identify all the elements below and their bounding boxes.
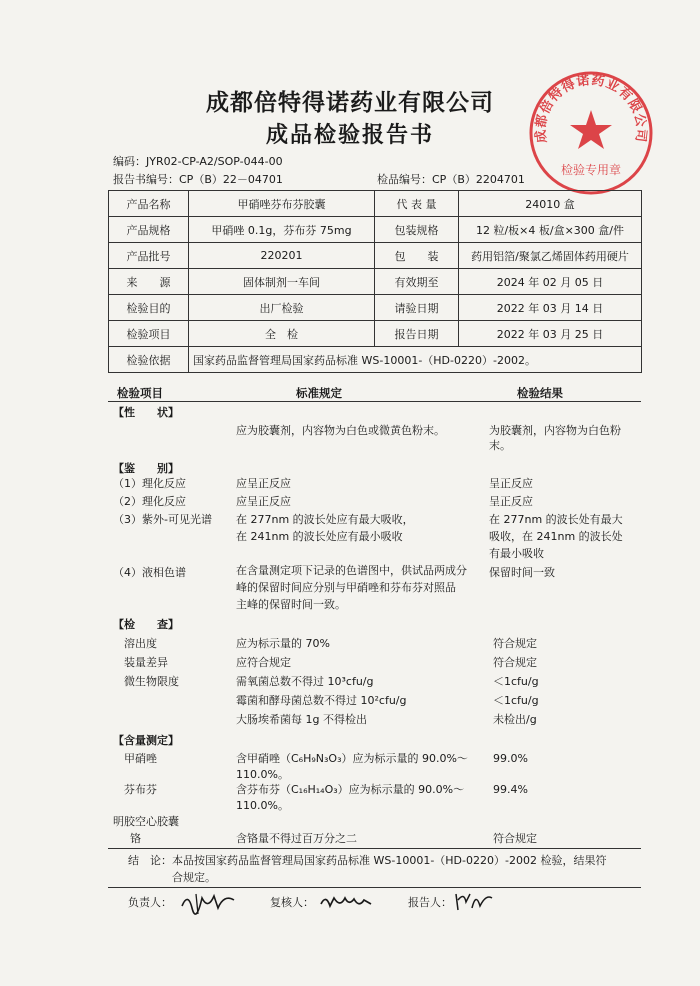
uv-result-line1: 在 277nm 的波长处有最大 <box>489 513 623 526</box>
check-standard: 霉菌和酵母菌总数不得过 10²cfu/g <box>236 694 407 707</box>
table-row <box>109 191 642 217</box>
table-row <box>109 217 642 243</box>
ident-item: （2）理化反应 <box>113 495 186 508</box>
check-result: 未检出/g <box>493 713 537 726</box>
product-info-table <box>108 190 642 373</box>
info-value: 2022 年 03 月 14 日 <box>459 295 642 321</box>
document-code: 编码：JYR02-CP-A2/SOP-044-00 <box>113 155 283 168</box>
company-name: 成都倍特得诺药业有限公司 <box>206 90 494 116</box>
ident-result: 呈正反应 <box>489 477 533 490</box>
info-value: 24010 盒 <box>459 191 642 217</box>
table-row <box>109 243 642 269</box>
assay-result: 99.4% <box>493 783 528 796</box>
chromium-item: 铬 <box>130 832 141 845</box>
check-standard: 应符合规定 <box>236 656 291 669</box>
uv-standard-line1: 在 277nm 的波长处应有最大吸收， <box>236 513 414 526</box>
check-result: 符合规定 <box>493 656 537 669</box>
info-label: 产品名称 <box>109 191 189 217</box>
assay-result: 99.0% <box>493 752 528 765</box>
check-result: 符合规定 <box>493 637 537 650</box>
check-item: 装量差异 <box>124 656 168 669</box>
info-label: 有效期至 <box>375 269 459 295</box>
assay-item: 甲硝唑 <box>124 752 157 765</box>
uv-standard-line2: 在 241nm 的波长处应有最小吸收 <box>236 530 403 543</box>
report-number: 报告书编号：CP（B）22－04701 <box>113 173 283 186</box>
info-label: 产品批号 <box>109 243 189 269</box>
assay-standard-line2: 110.0%。 <box>236 799 289 812</box>
uv-result-line3: 有最小吸收 <box>489 547 544 560</box>
lc-item: （4）液相色谱 <box>113 566 186 579</box>
chromium-result: 符合规定 <box>493 832 537 845</box>
chromium-standard: 含铬量不得过百万分之二 <box>236 832 357 845</box>
section-identification: 【鉴 别】 <box>113 462 179 475</box>
seal-subtitle: 检验专用章 <box>560 163 622 177</box>
appearance-standard: 应为胶囊剂，内容物为白色或微黄色粉末。 <box>236 424 445 437</box>
info-value: 全 检 <box>189 321 375 347</box>
table-row <box>109 269 642 295</box>
info-label: 产品规格 <box>109 217 189 243</box>
ident-standard: 应呈正反应 <box>236 477 291 490</box>
assay-standard-line2: 110.0%。 <box>236 768 289 781</box>
info-value: 固体制剂一车间 <box>189 269 375 295</box>
sample-number: 检品编号：CP（B）2204701 <box>377 173 525 186</box>
info-label: 包装规格 <box>375 217 459 243</box>
section-appearance: 【性 状】 <box>113 406 179 419</box>
check-item: 溶出度 <box>124 637 157 650</box>
basis-label: 检验依据 <box>109 347 189 373</box>
uv-result-line2: 吸收，在 241nm 的波长处 <box>489 530 623 543</box>
assay-item: 芬布芬 <box>124 783 157 796</box>
seal-text: 成都倍特得诺药业有限公司 <box>533 73 649 144</box>
reviewer-label: 复核人： <box>270 896 314 909</box>
info-value: 药用铝箔/聚氯乙烯固体药用硬片 <box>459 243 642 269</box>
responsible-label: 负责人： <box>128 896 172 909</box>
check-standard: 应为标示量的 70% <box>236 637 330 650</box>
uv-item: （3）紫外-可见光谱 <box>113 513 212 526</box>
conclusion-line1: 结 论：本品按国家药品监督管理局国家药品标准 WS-10001-（HD-0220）-2002 检验，结果符 <box>128 854 607 867</box>
lc-standard-line1: 在含量测定项下记录的色谱图中，供试品两成分 <box>236 564 467 577</box>
table-row <box>109 295 642 321</box>
info-label: 检验项目 <box>109 321 189 347</box>
divider <box>108 401 641 402</box>
inspection-seal <box>526 68 656 198</box>
info-label: 检验目的 <box>109 295 189 321</box>
ident-result: 呈正反应 <box>489 495 533 508</box>
info-value: 甲硝唑 0.1g，芬布芬 75mg <box>189 217 375 243</box>
assay-standard-line1: 含甲硝唑（C₆H₉N₃O₃）应为标示量的 90.0%～ <box>236 752 468 765</box>
conclusion-line2: 合规定。 <box>172 871 216 884</box>
basis-value: 国家药品监督管理局国家药品标准 WS-10001-（HD-0220）-2002。 <box>189 347 642 373</box>
reporter-signature <box>452 888 496 914</box>
reporter-label: 报告人： <box>408 896 452 909</box>
info-label: 请验日期 <box>375 295 459 321</box>
divider <box>108 848 641 849</box>
reviewer-signature <box>318 890 374 914</box>
appearance-result-line2: 末。 <box>489 439 511 452</box>
lc-standard-line2: 峰的保留时间应分别与甲硝唑和芬布芬对照品 <box>236 581 456 594</box>
info-label: 来 源 <box>109 269 189 295</box>
info-label: 代 表 量 <box>375 191 459 217</box>
check-standard: 需氧菌总数不得过 10³cfu/g <box>236 675 374 688</box>
ident-standard: 应呈正反应 <box>236 495 291 508</box>
check-item: 微生物限度 <box>124 675 179 688</box>
assay-standard-line1: 含芬布芬（C₁₆H₁₄O₃）应为标示量的 90.0%～ <box>236 783 465 796</box>
column-header-standard: 标准规定 <box>296 386 342 400</box>
table-row <box>109 321 642 347</box>
section-inspection: 【检 查】 <box>113 618 179 631</box>
info-label: 报告日期 <box>375 321 459 347</box>
check-result: ＜1cfu/g <box>493 694 539 707</box>
info-value: 2022 年 03 月 25 日 <box>459 321 642 347</box>
column-header-result: 检验结果 <box>517 386 563 400</box>
table-row <box>109 347 642 373</box>
info-label: 包 装 <box>375 243 459 269</box>
ident-item: （1）理化反应 <box>113 477 186 490</box>
info-value: 甲硝唑芬布芬胶囊 <box>189 191 375 217</box>
capsule-section-title: 明胶空心胶囊 <box>113 815 179 828</box>
lc-result: 保留时间一致 <box>489 566 555 579</box>
info-value: 2024 年 02 月 05 日 <box>459 269 642 295</box>
info-value: 220201 <box>189 243 375 269</box>
column-header-item: 检验项目 <box>117 386 163 400</box>
lc-standard-line3: 主峰的保留时间一致。 <box>236 598 346 611</box>
info-value: 出厂检验 <box>189 295 375 321</box>
check-result: ＜1cfu/g <box>493 675 539 688</box>
appearance-result-line1: 为胶囊剂，内容物为白色粉 <box>489 424 621 437</box>
report-title: 成品检验报告书 <box>265 123 434 148</box>
info-value: 12 粒/板×4 板/盒×300 盒/件 <box>459 217 642 243</box>
responsible-signature <box>178 888 238 916</box>
section-assay: 【含量测定】 <box>113 734 179 747</box>
check-standard: 大肠埃希菌每 1g 不得检出 <box>236 713 367 726</box>
